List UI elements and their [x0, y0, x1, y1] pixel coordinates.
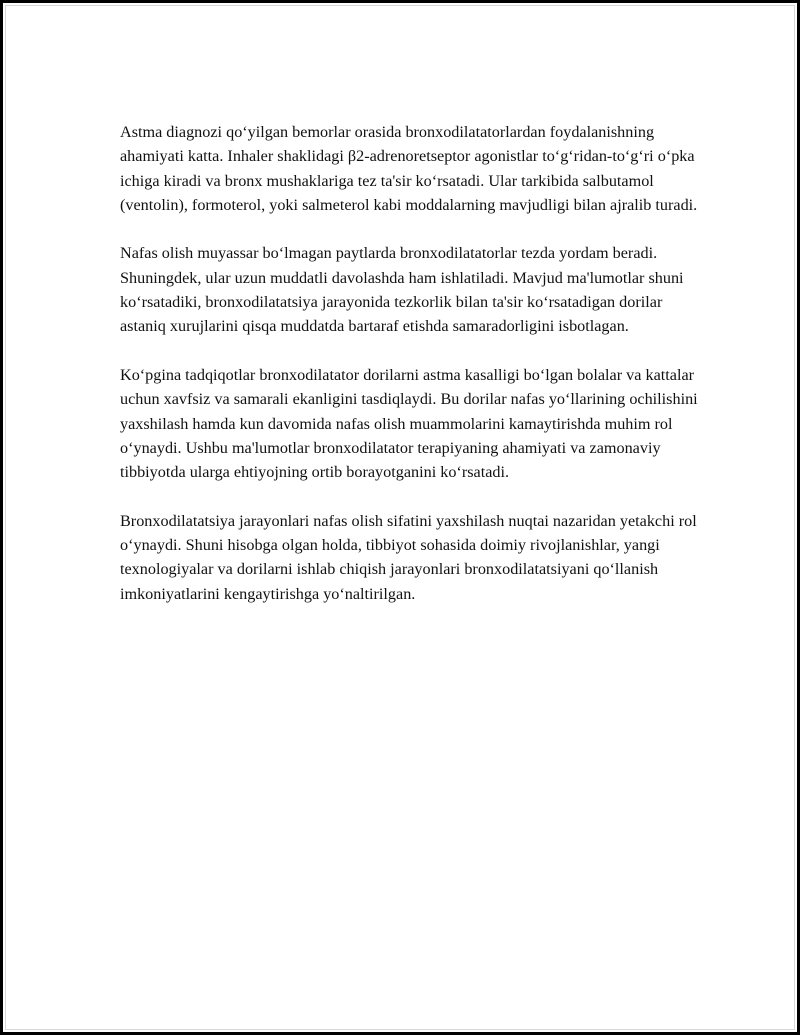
paragraph-4: Bronxodilatatsiya jarayonlari nafas olish sifatini yaxshilash nuqtai nazaridan yetakchi rol o‘ynaydi. Shuni hisobga olgan holda, tibbiyot sohasida doimiy rivojlanishlar, yangi texnologiyalar va dorilarni ishlab chiqish jarayonlari bronxodilatatsiyani qo‘llanish imkoniyatlarini kengaytirishga yo‘naltirilgan.: [120, 511, 697, 603]
paragraph-2: Nafas olish muyassar bo‘lmagan paytlarda bronxodilatatorlar tezda yordam beradi. Shuningdek, ular uzun muddatli davolashda ham ishlatiladi. Mavjud ma'lumotlar shuni ko‘rsatadiki, bronxodilatatsiya jarayonida tezkorlik bilan ta'sir ko‘rsatadigan dorilar astaniq xurujlarini qisqa muddatda bartaraf etishda samaradorligini isbotlagan.: [120, 244, 684, 336]
document-body: [120, 120, 700, 630]
paragraph-1: Astma diagnozi qo‘yilgan bemorlar orasida bronxodilatatorlardan foydalanishning ahamiyati katta. Inhaler shaklidagi β2-adrenoretseptor agonistlar to‘g‘ridan-to‘g‘ri o‘pka ichiga kiradi va bronx mushaklariga tez ta'sir ko‘rsatadi. Ular tarkibida salbutamol (ventolin), formoterol, yoki salmeterol kabi moddalarning mavjudligi bilan ajralib turadi.: [120, 123, 698, 214]
paragraph-3: Ko‘pgina tadqiqotlar bronxodilatator dorilarni astma kasalligi bo‘lgan bolalar va kattalar uchun xavfsiz va samarali ekanligini tasdiqlaydi. Bu dorilar nafas yo‘llarining ochilishini yaxshilash hamda kun davomida nafas olish muammolarini kamaytirishda muhim rol o‘ynaydi. Ushbu ma'lumotlar bronxodilatator terapiyaning ahamiyati va zamonaviy tibbiyotda ularga ehtiyojning ortib borayotganini ko‘rsatadi.: [120, 365, 698, 482]
